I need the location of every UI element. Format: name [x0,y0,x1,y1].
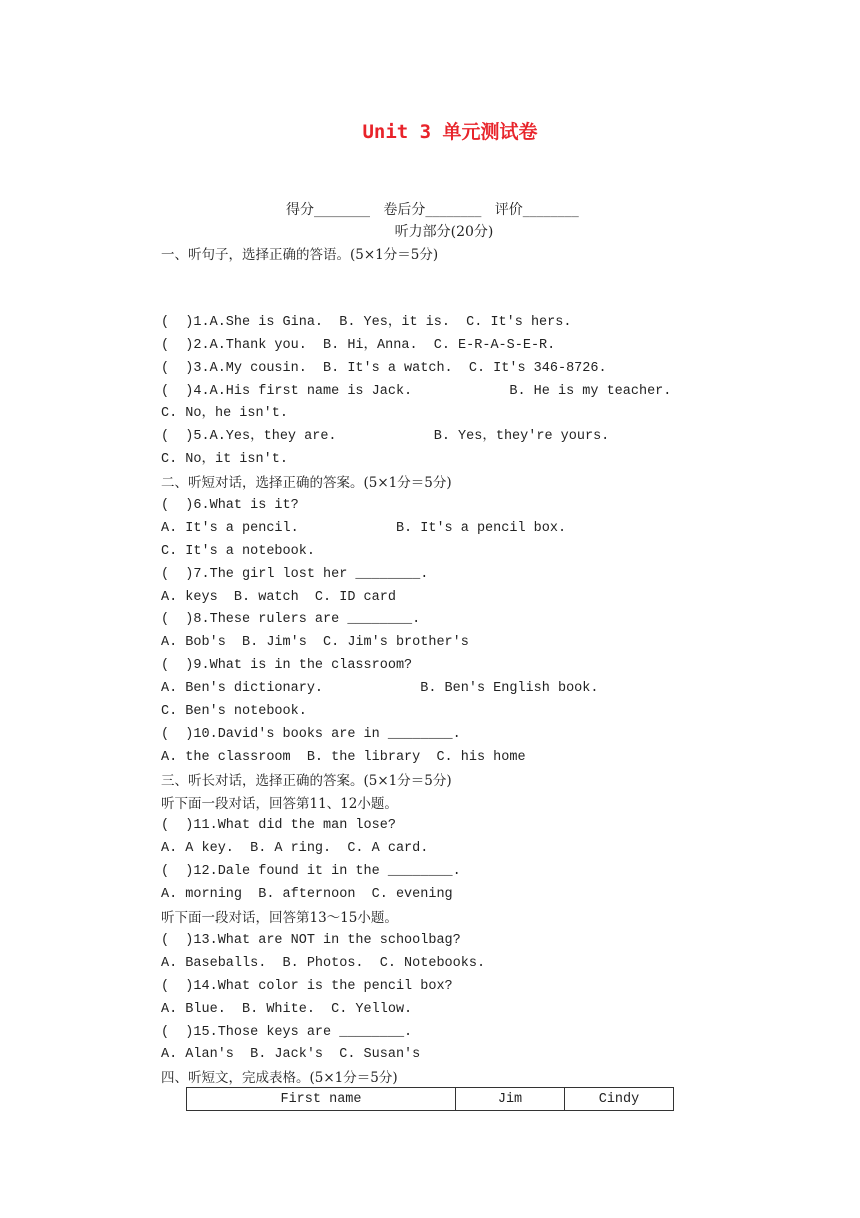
page-title: Unit 3 单元测试卷 [362,121,538,143]
question-line: ( )13.What are NOT in the schoolbag? [161,932,461,948]
section-heading: 四、听短文，完成表格。(5×1分＝5分) [161,1070,398,1087]
option-line: A. Ben's dictionary. B. Ben's English book. [161,681,599,697]
option-line: A. keys B. watch C. ID card [161,589,396,605]
table-cell: Cindy [565,1088,674,1111]
question-line: ( )10.David's books are in ________. [161,726,461,742]
option-line: A. Baseballs. B. Photos. C. Notebooks. [161,955,486,971]
after-score-field: 卷后分________ [383,202,482,218]
table-cell: First name [187,1088,456,1111]
question-line: ( )1.A.She is Gina. B. Yes，it is. C. It's hers. [161,314,572,330]
option-line: A. the classroom B. the library C. his home [161,749,526,765]
question-line: ( )2.A.Thank you. B. Hi，Anna. C. E-R-A-S-E-R. [161,337,556,353]
option-line: C. No，he isn't. [161,406,288,422]
listening-header: 听力部分(20分) [394,224,494,240]
option-line: A. Bob's B. Jim's C. Jim's brother's [161,635,469,651]
question-line: ( )8.These rulers are ________. [161,612,421,628]
option-line: A. Blue. B. White. C. Yellow. [161,1001,413,1017]
question-line: ( )7.The girl lost her ________. [161,566,429,582]
option-line: A. It's a pencil. B. It's a pencil box. [161,520,567,536]
option-line: A. morning B. afternoon C. evening [161,887,453,903]
option-line: A. Alan's B. Jack's C. Susan's [161,1047,421,1063]
question-line: ( )9.What is in the classroom? [161,658,413,674]
question-line: ( )14.What color is the pencil box? [161,978,453,994]
exam-body [161,244,721,1090]
question-line: ( )4.A.His first name is Jack. B. He is my teacher. [161,383,672,399]
question-line: ( )11.What did the man lose? [161,818,396,834]
section-heading: 三、听长对话，选择正确的答案。(5×1分＝5分) [161,772,452,789]
option-line: C. It's a notebook. [161,543,315,559]
question-line: ( )15.Those keys are ________. [161,1024,413,1040]
blank-space [161,267,721,312]
score-line [286,199,579,219]
evaluation-field: 评价________ [494,202,579,218]
question-line: ( )12.Dale found it in the ________. [161,864,461,880]
answer-table [186,1087,674,1111]
option-line: C. Ben's notebook. [161,704,307,720]
question-line: ( )3.A.My cousin. B. It's a watch. C. It's 346-8726. [161,360,607,376]
section-heading: 一、听句子，选择正确的答语。(5×1分＝5分) [161,247,439,263]
score-field: 得分________ [286,202,370,218]
question-line: ( )5.A.Yes，they are. B. Yes，they're yours. [161,429,610,445]
option-line: C. No，it isn't. [161,452,288,468]
question-line: ( )6.What is it? [161,498,299,514]
table-row [187,1088,674,1111]
instruction-line: 听下面一段对话，回答第13～15小题。 [161,910,398,927]
option-line: A. A key. B. A ring. C. A card. [161,841,429,857]
instruction-line: 听下面一段对话，回答第11、12小题。 [161,795,398,812]
table-cell: Jim [456,1088,565,1111]
section-heading: 二、听短对话，选择正确的答案。(5×1分＝5分) [161,475,452,492]
